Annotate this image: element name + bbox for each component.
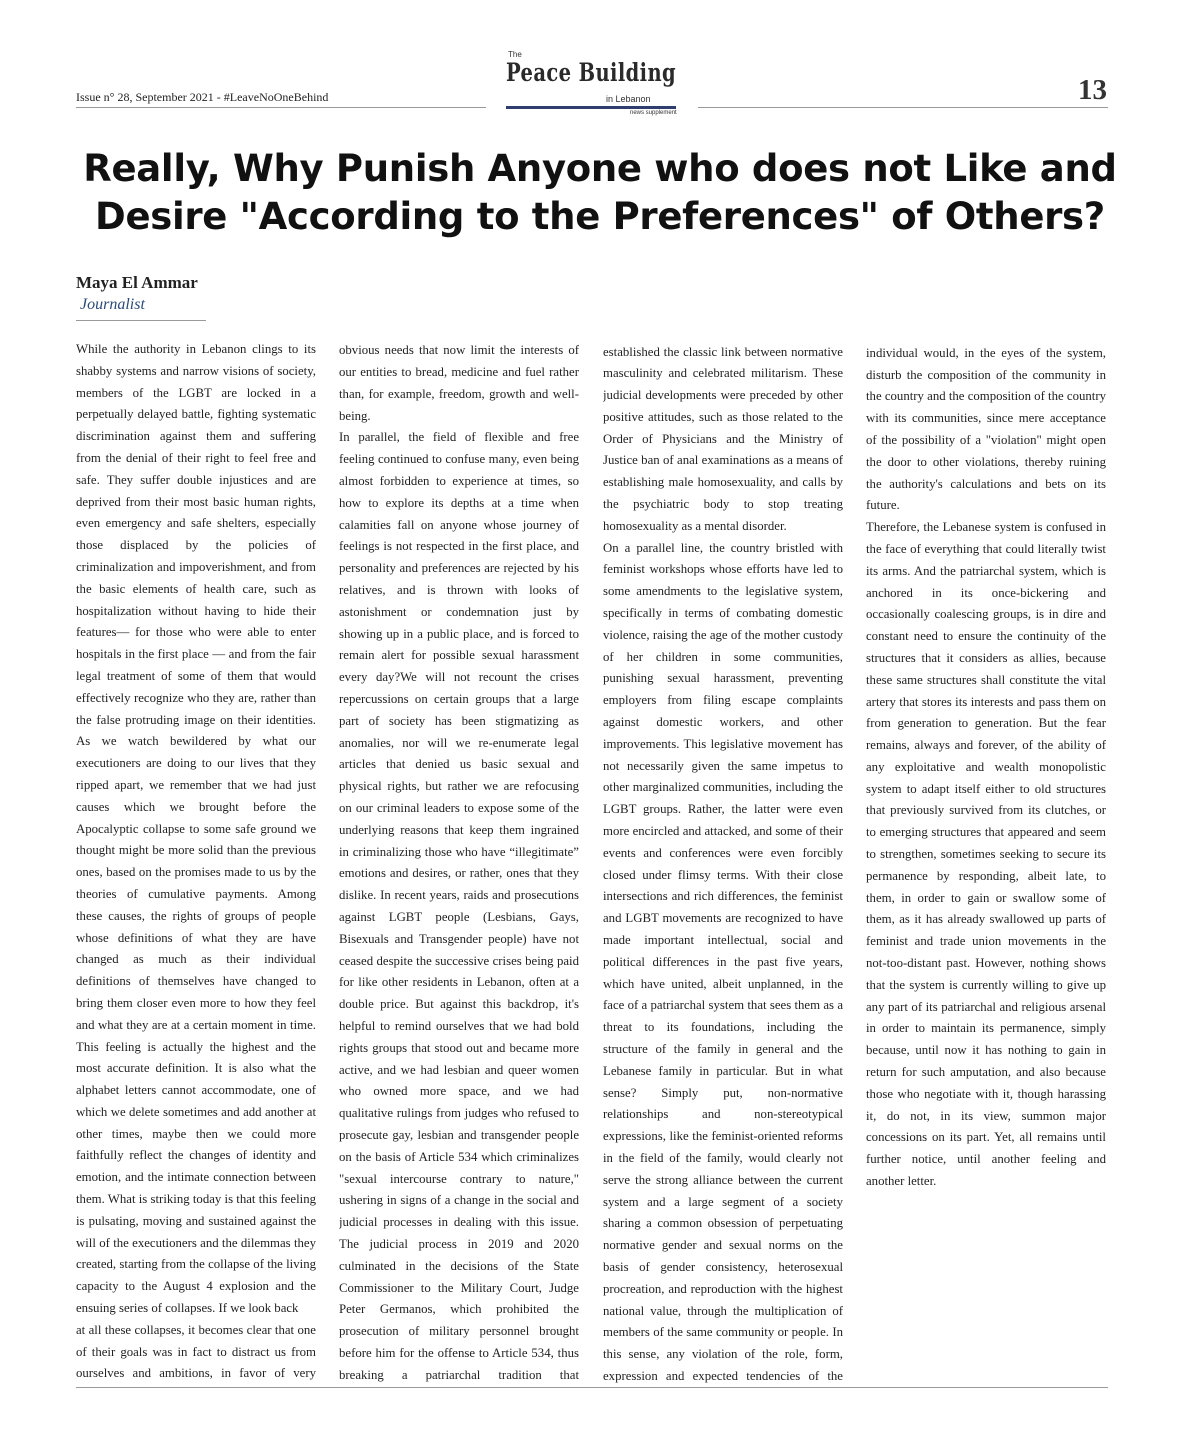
article-title-line-2: Desire "According to the Preferences" of Others? xyxy=(95,195,1105,238)
article-column-2 xyxy=(339,339,579,1384)
page-number: 13 xyxy=(1078,74,1107,106)
article-column-1 xyxy=(76,339,316,1384)
paragraph: Therefore, the Lebanese system is confused in the face of everything that could literally twist its arms. And the patriarchal system, which is anchored in its once-bickering and occasionally coalescing groups, is in dire and constant need to ensure the continuity of the structures that it considers as allies, because these same structures shall constitute the vital artery that stores its interests and pass them on from generation to generation. But the fear remains, always and forever, of the ability of any exploitative and wealth monopolistic system to adapt itself either to old structures that previously survived from its clutches, or to emerging structures that appeared and seem to strengthen, sometimes seeking to secure its permanence by responding, albeit late, to them, in order to gain or swallow some of them, as it has already swallowed up parts of feminist and trade union movements in the not-too-distant past. However, nothing shows that the system is currently willing to give up any part of its patriarchal and religious arsenal in order to maintain its permanence, simply because, until now it has nothing to gain in return for such amputation, and also because those who negotiate with it, though harassing it, do not, in its view, summon major concessions on its part. Yet, all remains until further notice, until another feeling and another letter. xyxy=(866,520,1106,1189)
footer-divider xyxy=(76,1387,1108,1388)
logo-the: The xyxy=(508,50,522,59)
logo-underline xyxy=(506,106,676,109)
article-column-3 xyxy=(603,339,843,1384)
logo-title: Peace Building xyxy=(506,58,677,87)
author-name: Maya El Ammar xyxy=(76,273,198,292)
article-title xyxy=(40,145,1160,241)
paragraph: In parallel, the field of flexible and free feeling continued to confuse many, even being almost forbidden to experience at times, so how to explore its depths at a time when calamities fall on anyone whose journey of feelings is not respected in the first place, and personality and preferences are rejected by his relatives, and is thrown with looks of astonishment or condemnation just by showing up in a public place, and is forced to remain alert for possible sexual harassment every day?We will not recount the crises repercussions on certain groups that a large part of society has been stigmatizing as anomalies, nor will we re-enumerate legal articles that denied us basic sexual and physical rights, but rather we are refocusing on our criminal leaders to expose some of the underlying reasons that keep them ingrained in criminalizing those who have “illegitimate” emotions and desires, or rather, ones that they dislike. In recent years, raids and prosecutions against LGBT people (Lesbians, Gays, Bisexuals and Transgender people) have not ceased despite the successive crises being paid for like other residents in Lebanon, often at a double price. But against this backdrop, it's helpful to remind ourselves that we had bold rights groups that stood out and became more active, and we had lesbian and queer women who owned more space, and we had qualitative rulings from judges who refused to prosecute gay, lesbian and transgender people on the basis of Article 534 which criminalizes "sexual intercourse contrary to nature," ushering in signs of a change in the social and judicial processes in dealing with this issue. The judicial process in 2019 and 2020 culminated in the decisions of the State Commissioner to the Military Court, Judge Peter Germanos, which prohibited the prosecution of military personnel brought before him for the offense to Article 534, thus breaking a patriarchal tradition that xyxy=(339,430,579,1382)
paragraph: established the classic link between normative masculinity and celebrated militarism. These judicial developments were preceded by other positive attitudes, such as those related to the Order of Physicians and the Ministry of Justice ban of anal examinations as a means of establishing male homosexuality, and calls by the psychiatric body to stop treating homosexuality as a mental disorder. xyxy=(603,344,843,533)
header-divider-right xyxy=(698,107,1108,108)
author-divider xyxy=(76,320,206,321)
paragraph: On a parallel line, the country bristled with feminist workshops whose efforts have led to some amendments to the legislative system, specifically in terms of combating domestic violence, raising the age of the mother custody of her children in some communities, punishing sexual harassment, preventing employers from filing escape complaints against domestic workers, and other improvements. This legislative movement has not necessarily given the same impetus to other marginalized communities, including the LGBT groups. Rather, the latter were even more encircled and attacked, and some of their events and conferences were even forcibly closed under flimsy terms. With their close intersections and rich differences, the feminist and LGBT movements are recognized to have made important intellectual, social and political differences in the past five years, which have united, albeit unplanned, in the face of a patriarchal system that sees them as a threat to its foundations, including the structure of the family in general and the Lebanese family in particular. But in what sense? Simply put, non-normative relationships and non-stereotypical expressions, like the feminist-oriented reforms in the field of the family, would clearly not serve the strong alliance between the current system and a large segment of a society sharing a common obsession of perpetuating normative gender and sexual norms on the basis of gender consistency, heterosexual procreation, and reproduction with the highest national value, through the multiplication of members of the same community or people. In this sense, any violation of the role, form, expression and expected tendencies of the xyxy=(603,540,843,1383)
header-divider-left xyxy=(76,107,486,108)
paragraph: individual would, in the eyes of the system, disturb the composition of the community in the country and the composition of the country with its communities, since mere acceptance of the possibility of a "violation" might open the door to other violations, thereby ruining the authority's calculations and bets on its future. xyxy=(866,345,1106,513)
article-title-line-1: Really, Why Punish Anyone who does not Like and xyxy=(83,147,1117,190)
logo-subtitle: in Lebanon xyxy=(606,94,651,104)
logo-supplement: news supplement xyxy=(630,110,677,116)
paragraph: obvious needs that now limit the interests of our entities to bread, medicine and fuel rather than, for example, freedom, growth and well-being. xyxy=(339,343,579,423)
author-role: Journalist xyxy=(80,296,145,313)
issue-label: Issue n° 28, September 2021 - #LeaveNoOneBehind xyxy=(76,90,329,104)
article-column-4 xyxy=(866,339,1106,1384)
paragraph: While the authority in Lebanon clings to its shabby systems and narrow visions of society, members of the LGBT are locked in a perpetually delayed battle, fighting systematic discrimination against them and suffering from the denial of their right to feel free and safe. They suffer double injustices and are deprived from their most basic human rights, even emergency and safe shelters, especially those displaced by the policies of criminalization and impoverishment, and from the basic elements of health care, such as hospitalization without having to hide their features— for those who were able to enter hospitals in the first place — and from the fair legal treatment of some of them that would effectively recognize who they are, rather than the false protruding image on their identities. As we watch bewildered by what our executioners are doing to our lives that they ripped apart, we remember that we had just causes which we brought before the Apocalyptic collapse to some safe ground we thought might be more solid than the previous ones, based on the promises made to us by the theories of cumulative payments. Among these causes, the rights of groups of people whose definitions of what they are have changed as much as their individual definitions of themselves have changed to bring them closer even more to how they feel and what they are at a certain moment in time. This feeling is actually the highest and the most accurate definition. It is also what the alphabet letters cannot accommodate, one of which we delete sometimes and add another at other times, maybe then we could more faithfully reflect the changes of identity and emotion, and the intimate connection between them. What is striking today is that this feeling is pulsating, moving and sustained against the will of the executioners and the dilemmas they created, starting from the collapse of the living capacity to the August 4 explosion and the ensuing series of collapses. If we look back xyxy=(76,342,316,1316)
paragraph: at all these collapses, it becomes clear that one of their goals was in fact to distract us from ourselves and ambitions, in favor of very xyxy=(76,1322,316,1381)
publication-logo xyxy=(500,50,680,120)
